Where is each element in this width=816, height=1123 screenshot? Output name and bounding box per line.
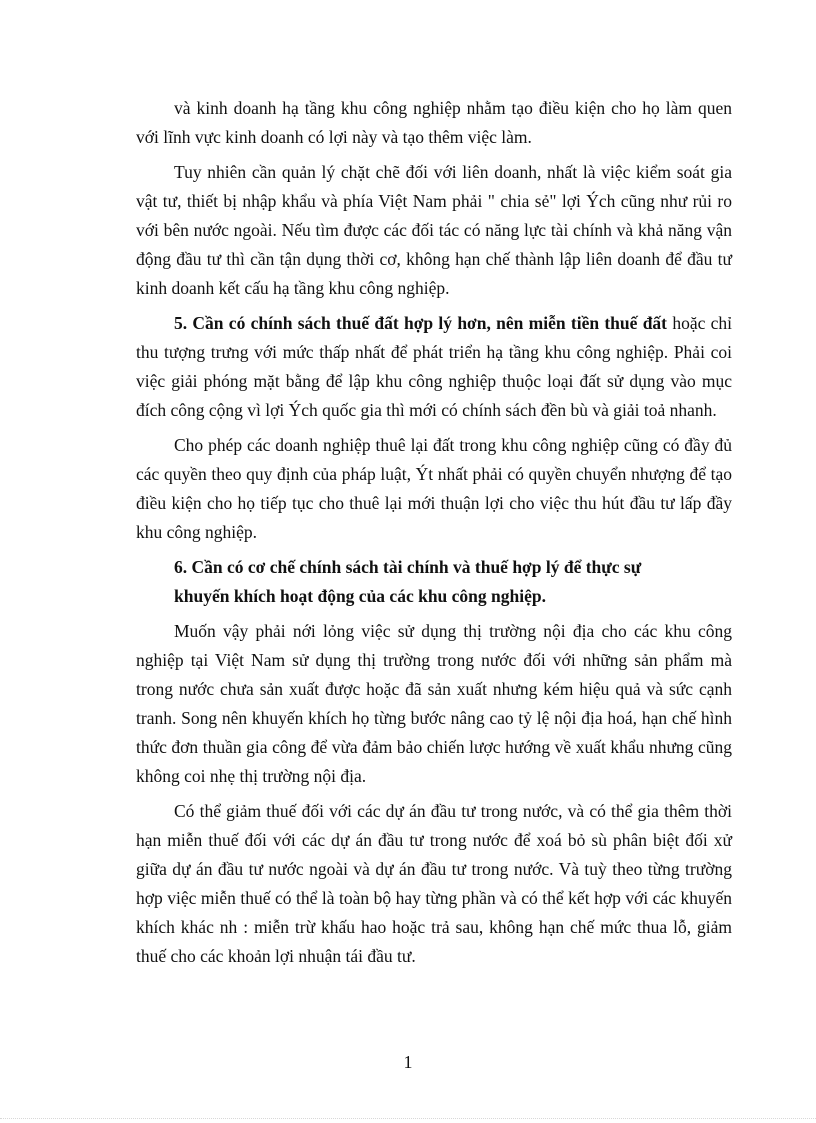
document-body: [136, 94, 732, 977]
section-6-heading-line1: 6. Cần có cơ chế chính sách tài chính và thuế hợp lý để thực sự: [174, 557, 642, 577]
section-5-heading: [136, 309, 732, 425]
section-5-heading-bold: 5. Cần có chính sách thuế đất hợp lý hơn, nên miễn tiền thuế đất: [174, 313, 668, 333]
section-6-paragraph-domestic-market: Muốn vậy phải nới lỏng việc sử dụng thị trường nội địa cho các khu công nghiệp tại Việt Nam sử dụng thị trường trong nước đối với những sản phẩm mà trong nước chưa sản xuất được hoặc đã sản xuất nhưng kém hiệu quả và sức cạnh tranh. Song nên khuyến khích họ từng bước nâng cao tỷ lệ nội địa hoá, hạn chế hình thức đơn thuần gia công để vừa đảm bảo chiến lược hướng về xuất khẩu nhưng cũng không coi nhẹ thị trường nội địa.: [136, 621, 732, 786]
section-6-heading: [136, 553, 732, 611]
page-bottom-divider: [0, 1118, 816, 1119]
section-6-paragraph-tax-reduction: Có thể giảm thuế đối với các dự án đầu tư trong nước, và có thể gia thêm thời hạn miễn thuế đối với các dự án đầu tư trong nước để xoá bỏ sù phân biệt đối xử giữa dự án đầu tư nước ngoài và dự án đầu tư trong nước. Và tuỳ theo từng trường hợp việc miễn thuế có thể là toàn bộ hay từng phần và có thể kết hợp với các khuyến khích khác nh : miễn trừ khấu hao hoặc trả sau, không hạn chế mức thua lỗ, giảm thuế cho các khoản lợi nhuận tái đầu tư.: [136, 801, 732, 966]
paragraph-infrastructure-business: và kinh doanh hạ tầng khu công nghiệp nhằm tạo điều kiện cho họ làm quen với lĩnh vực kinh doanh có lợi này và tạo thêm việc làm.: [136, 98, 732, 147]
section-5-paragraph: Cho phép các doanh nghiệp thuê lại đất trong khu công nghiệp cũng có đầy đủ các quyền theo quy định của pháp luật, Ýt nhất phải có quyền chuyển nhượng để tạo điều kiện cho họ tiếp tục cho thuê lại mới thuận lợi cho việc thu hút đầu tư lấp đầy khu công nghiệp.: [136, 435, 732, 542]
page-number: 1: [403, 1052, 413, 1072]
section-5-heading-rest: hoặc chỉ thu tượng trưng với mức thấp nhất để phát triển hạ tầng khu công nghiệp. Phải coi việc giải phóng mặt bằng để lập khu công nghiệp thuộc loại đất sử dụng vào mục đích công cộng vì lợi Ých quốc gia thì mới có chính sách đền bù và giải toả nhanh.: [136, 313, 733, 420]
paragraph-joint-venture-management: Tuy nhiên cần quản lý chặt chẽ đối với liên doanh, nhất là việc kiểm soát gia vật tư, thiết bị nhập khẩu và phía Việt Nam phải " chia sẻ" lợi Ých cũng như rủi ro với bên nước ngoài. Nếu tìm được các đối tác có năng lực tài chính và khả năng vận động đầu tư thì cần tận dụng thời cơ, không hạn chế thành lập liên doanh để đầu tư kinh doanh kết cấu hạ tầng khu công nghiệp.: [136, 162, 732, 298]
section-6-heading-line2: khuyến khích hoạt động của các khu công nghiệp.: [174, 586, 546, 606]
